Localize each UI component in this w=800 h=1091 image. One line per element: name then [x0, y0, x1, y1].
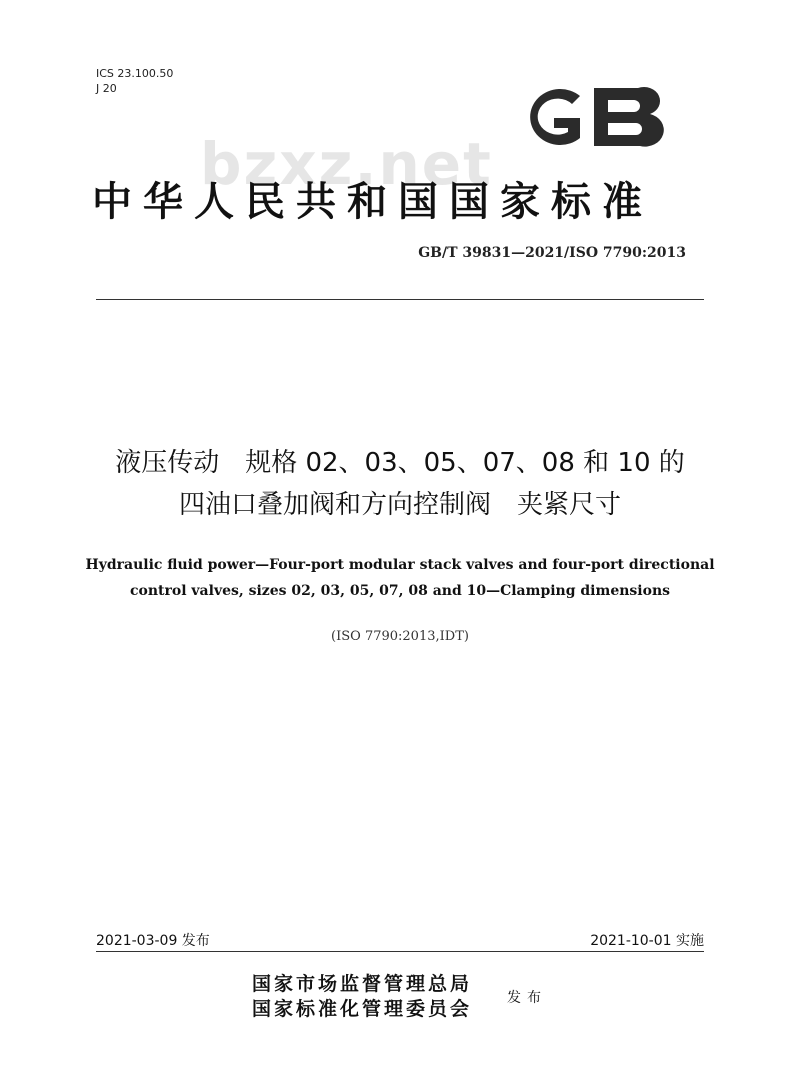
publish-label: 发布 [507, 990, 547, 1006]
english-title-line-1: Hydraulic fluid power—Four-port modular stack valves and four-port directional [85, 557, 715, 573]
issuer-samr: 国家市场监督管理总局 [252, 973, 473, 995]
national-standard-heading: 中华人民共和国国家标准 [92, 178, 653, 225]
iso-equivalence: (ISO 7790:2013,IDT) [331, 629, 469, 644]
implementation-date: 2021-10-01 实施 [590, 933, 704, 949]
ics-classification [96, 66, 173, 96]
header-divider [96, 299, 704, 300]
issuing-authorities [252, 972, 472, 1022]
watermark-text: bzxz.net [200, 130, 493, 198]
gb-logo-icon [510, 82, 670, 152]
issuer-sac: 国家标准化管理委员会 [252, 998, 473, 1020]
chinese-title-line-1: 液压传动 规格 02、03、05、07、08 和 10 的 [115, 448, 685, 478]
english-title-line-2: control valves, sizes 02, 03, 05, 07, 08 and 10—Clamping dimensions [130, 583, 670, 599]
standard-number: GB/T 39831—2021/ISO 7790:2013 [418, 245, 686, 261]
ics-code: ICS 23.100.50 [96, 67, 174, 80]
footer-divider [96, 951, 704, 952]
chinese-title-line-2: 四油口叠加阀和方向控制阀 夹紧尺寸 [178, 490, 621, 520]
ccs-code: J 20 [96, 82, 117, 95]
issue-date: 2021-03-09 发布 [96, 933, 210, 949]
